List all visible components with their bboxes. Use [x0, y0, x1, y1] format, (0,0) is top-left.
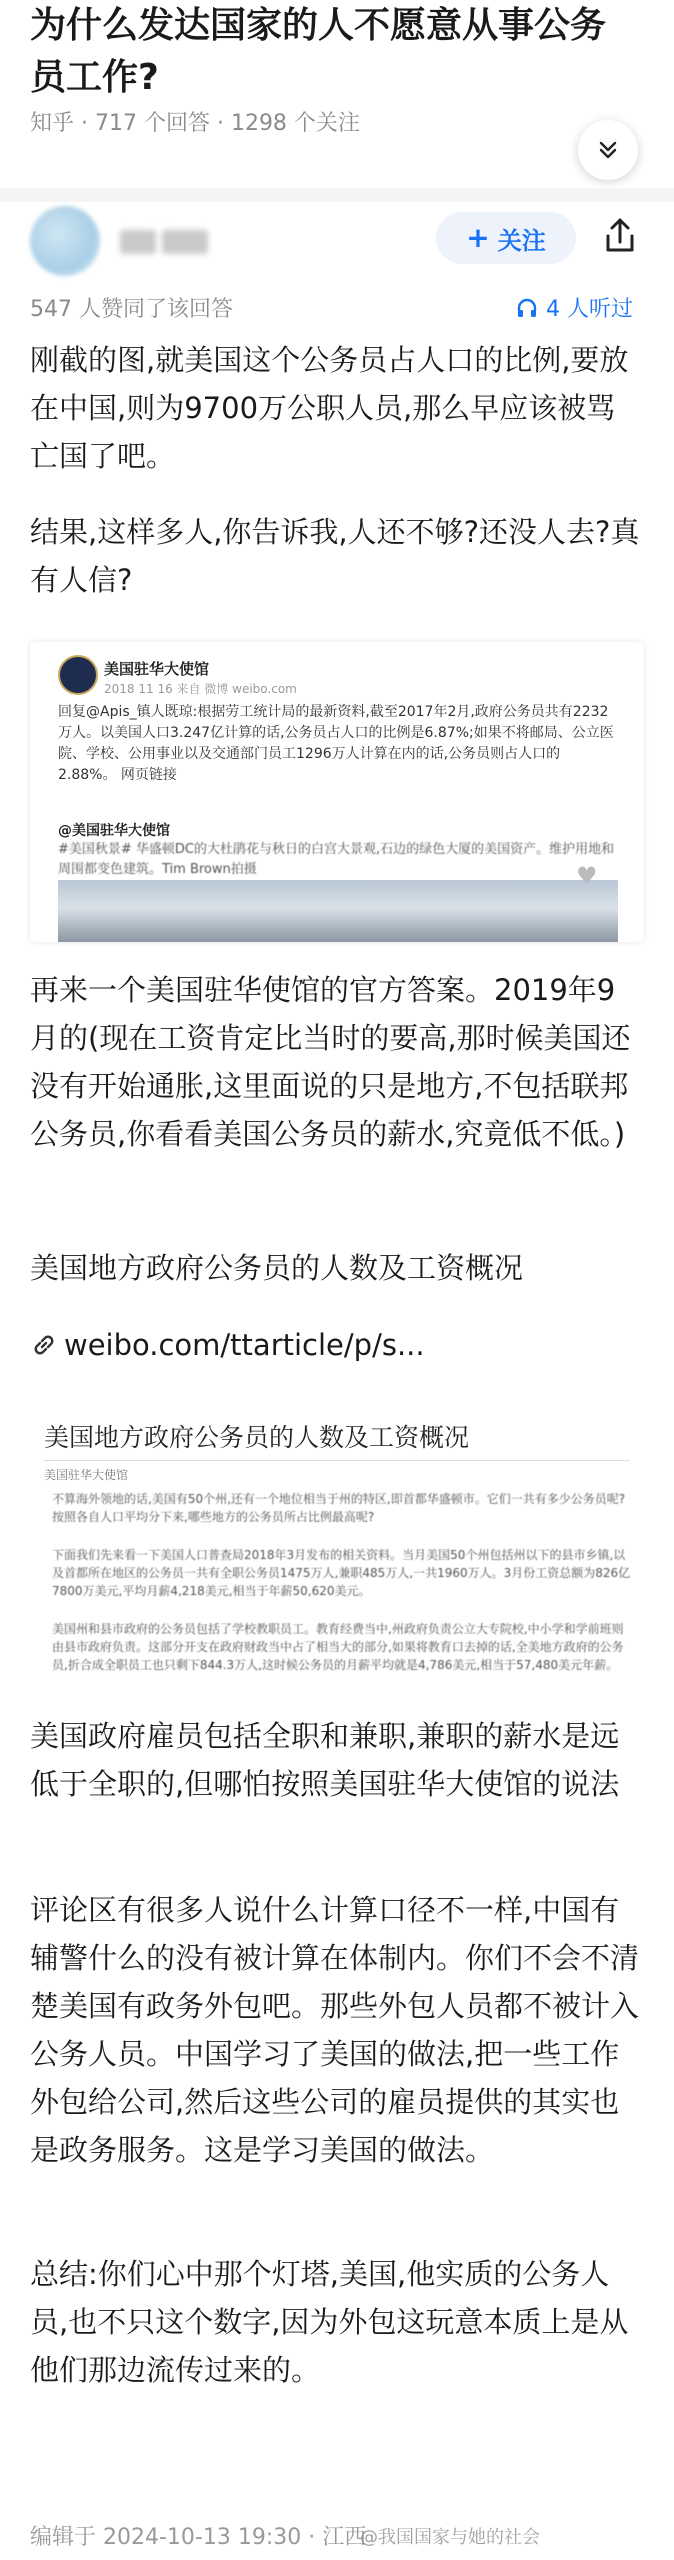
answer-paragraph: 总结:你们心中那个灯塔,美国,他实质的公务人员,也不只这个数字,因为外包这玩意本质上是从他们那边流传过来的。 [30, 2257, 629, 2387]
headphones-icon [516, 297, 538, 319]
article-link[interactable] [30, 1328, 425, 1362]
answer-paragraph: 评论区有很多人说什么计算口径不一样,中国有辅警什么的没有被计算在体制内。你们不会不清楚美国有政务外包吧。那些外包人员都不被计入公务人员。中国学习了美国的做法,把一些工作外包给公司,然后这些公司的雇员提供的其实也是政务服务。这是学习美国的做法。 [30, 1893, 640, 2167]
listen-count: 4 人听过 [546, 297, 633, 322]
article-title: 美国地方政府公务员的人数及工资概况 [44, 1423, 470, 1452]
answer-paragraph: 刚截的图,就美国这个公务员占人口的比例,要放在中国,则为9700万公职人员,那么早应该被骂亡国了吧。 [30, 343, 629, 473]
watermark: @我国国家与她的社会 [360, 2527, 540, 2548]
answer-paragraph: 结果,这样多人,你告诉我,人还不够?还没人去?真有人信? [30, 515, 640, 597]
article-link-text: weibo.com/ttarticle/p/s... [64, 1328, 425, 1362]
answer-paragraph: 美国地方政府公务员的人数及工资概况 [30, 1251, 524, 1285]
article-divider [44, 1460, 630, 1461]
weibo-photo [58, 880, 618, 942]
question-title[interactable]: 为什么发达国家的人不愿意从事公务员工作? [30, 5, 607, 98]
weibo-repost-text: #美国秋景# 华盛顿DC的大杜鹃花与秋日的白宫大景观,石边的绿色大厦的美国资产。维护用地和周围都变色建筑。Tim Brown拍摄 [58, 842, 615, 877]
author-name-redacted[interactable] [162, 230, 208, 254]
author-name-redacted[interactable] [120, 230, 156, 254]
author-avatar[interactable] [30, 206, 100, 276]
question-meta: 知乎 · 717 个回答 · 1298 个关注 [30, 111, 360, 136]
expand-button[interactable] [578, 120, 638, 180]
link-icon [30, 1331, 58, 1359]
share-icon[interactable] [600, 216, 640, 256]
answer-paragraph: 美国政府雇员包括全职和兼职,兼职的薪水是远低于全职的,但哪怕按照美国驻华大使馆的说法 [30, 1719, 620, 1801]
article-paragraph: 下面我们先来看一下美国人口普查局2018年3月发布的相关资料。当月美国50个州包括州以下的县市乡镇,以及首都所在地区的公务员一共有全职公务员1475万人,兼职485万人,一共1960万人。3月份工资总额为826亿7800万美元,平均月薪4,218美元,相当于年薪50,620美元。 [52, 1548, 631, 1598]
heart-icon: ♥ [576, 862, 598, 890]
embassy-seal-icon [58, 655, 98, 695]
section-divider [0, 188, 674, 202]
article-paragraph: 美国州和县市政府的公务员包括了学校教职员工。教育经费当中,州政府负责公立大专院校,中小学和学前班则由县市政府负责。这部分开支在政府财政当中占了相当大的部分,如果将教育口去掉的话,全美地方政府的公务员,折合成全职员工也只剩下844.3万人,这时候公务员的月薪平均就是4,786美元,相当于57,480美元年薪。 [52, 1622, 624, 1672]
weibo-post-meta: 2018 11 16 来自 微博 weibo.com [104, 682, 297, 696]
edit-timestamp: 编辑于 2024-10-13 19:30 · 江西 [30, 2525, 367, 2550]
weibo-account-name: 美国驻华大使馆 [104, 660, 210, 678]
article-paragraph: 不算海外领地的话,美国有50个州,还有一个地位相当于州的特区,即首都华盛顿市。它们一共有多少公务员呢?按照各自人口平均分下来,哪些地方的公务员所占比例最高呢? [52, 1492, 626, 1524]
plus-icon: + [466, 221, 490, 254]
weibo-repost-author: @美国驻华大使馆 [58, 823, 170, 839]
double-chevron-down-icon [595, 137, 621, 163]
answer-paragraph: 再来一个美国驻华使馆的官方答案。2019年9月的(现在工资肯定比当时的要高,那时候美国还没有开始通胀,这里面说的只是地方,不包括联邦公务员,你看看美国公务员的薪水,究竟低不低。) [30, 973, 631, 1151]
article-author: 美国驻华大使馆 [44, 1468, 129, 1482]
vote-count: 547 人赞同了该回答 [30, 297, 233, 322]
follow-label: 关注 [497, 226, 546, 255]
follow-button[interactable] [436, 212, 576, 264]
weibo-post-body: 回复@Apis_镇人既琼:根据劳工统计局的最新资料,截至2017年2月,政府公务员共有2232万人。以美国人口3.247亿计算的话,公务员占人口的比例是6.87%;如果不将邮局、公立医院、学校、公用事业以及交通部门员工1296万人计算在内的话,公务员则占人口的2.88%。 网页链接 [58, 704, 614, 783]
listen-button[interactable] [516, 292, 633, 323]
